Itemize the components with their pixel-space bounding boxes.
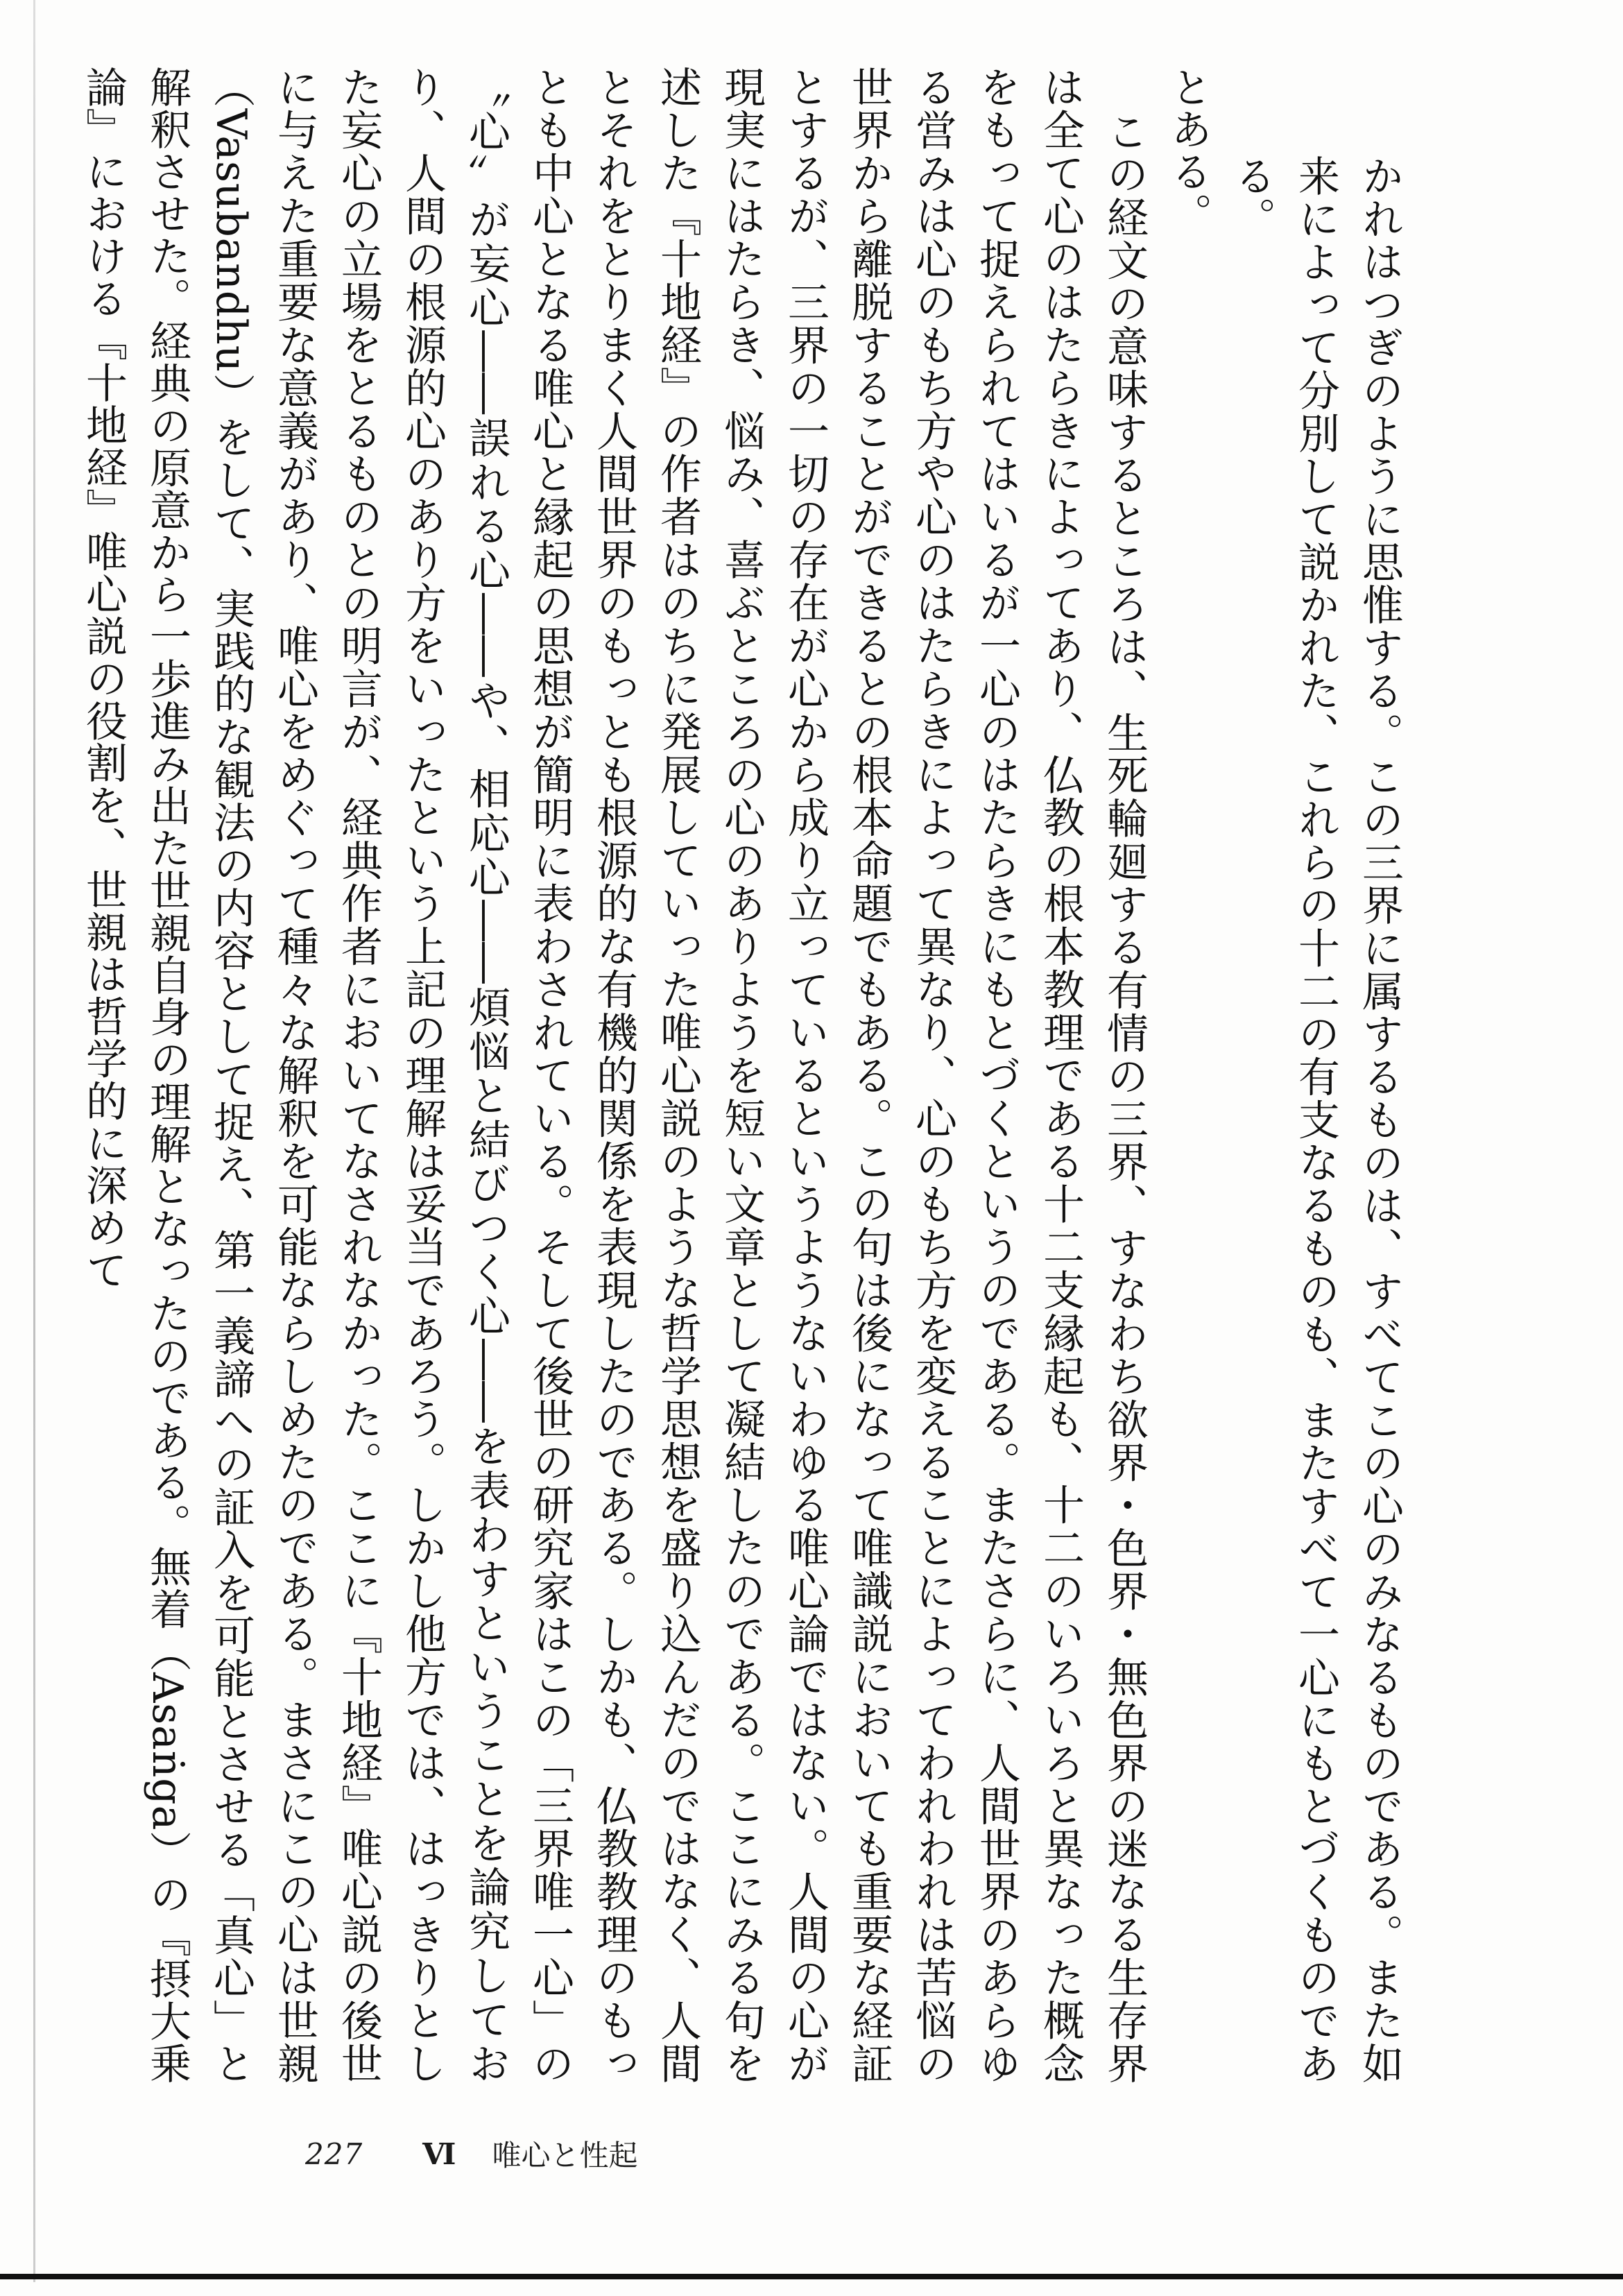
- quote-closing-line: とある。: [1164, 66, 1212, 235]
- chapter-title: 唯心と性起: [492, 2139, 638, 2173]
- binding-gutter-line: [33, 0, 35, 2282]
- page-footer: [305, 2130, 637, 2178]
- page-edge-rule: [0, 2274, 1623, 2279]
- page-number: 227: [305, 2136, 363, 2171]
- running-chapter-title: [422, 2133, 637, 2175]
- chapter-number: Ⅵ: [422, 2136, 456, 2171]
- commentary-paragraph: この経文の意味するところは、生死輪廻する有情の三界、すなわち欲界・色界・無色界の迷なる生存界は全て心のはたらきによってあり、仏教の根本教理である十二支縁起も、十二のいろいろと異なった概念をもって捉えられてはいるが一心のはたらきにもとづくというのである。またさらに、人間世界のあらゆる営みは心のもち方や心のはたらきによって異なり、心のもち方を変えることによってわれわれは苦悩の世界から離脱することができるとの根本命題でもある。この句は後になって唯識説においても重要な経証とするが、三界の一切の存在が心から成り立っているというようないわゆる唯心論ではない。人間の心が現実にはたらき、悩み、喜ぶところの心のありようを短い文章として凝結したのである。ここにみる句を述した『十地経』の作者はのちに発展していった唯心説のような哲学思想を盛り込んだのではなく、人間とそれをとりまく人間世界のもっとも根源的な有機的関係を表現したのである。しかも、仏教教理のもっとも中心となる唯心と縁起の思想が簡明に表わされている。そして後世の研究家はこの「三界唯一心」の〝心〟が妄心――誤れる心――や、相応心――煩悩と結びつく心――を表わすということを論究しており、人間の根源的心のあり方をいったという上記の理解は妥当であろう。しかし他方では、はっきりとした妄心の立場をとるものとの明言が、経典作者においてなされなかった。ここに『十地経』唯心説の後世に与えた重要な意義があり、唯心をめぐって種々な解釈を可能ならしめたのである。まさにこの心は世親（Vasubandhu）をして、実践的な観法の内容として捉え、第一義諦への証入を可能とさせる「真心」と解釈させた。経典の原意から一歩進み出た世親自身の理解となったのである。無着（Asaṅga）の『摂大乗論』における『十地経』唯心説の役割を、世親は哲学的に深めて: [79, 66, 1149, 2084]
- quoted-sutra-passage: かれはつぎのように思惟する。この三界に属するものは、すべてこの心のみなるものである。また如来によって分別して説かれた、これらの十二の有支なるものも、またすべて一心にもとづくものである。: [1228, 155, 1404, 2084]
- vertical-body-text: [79, 66, 1411, 2084]
